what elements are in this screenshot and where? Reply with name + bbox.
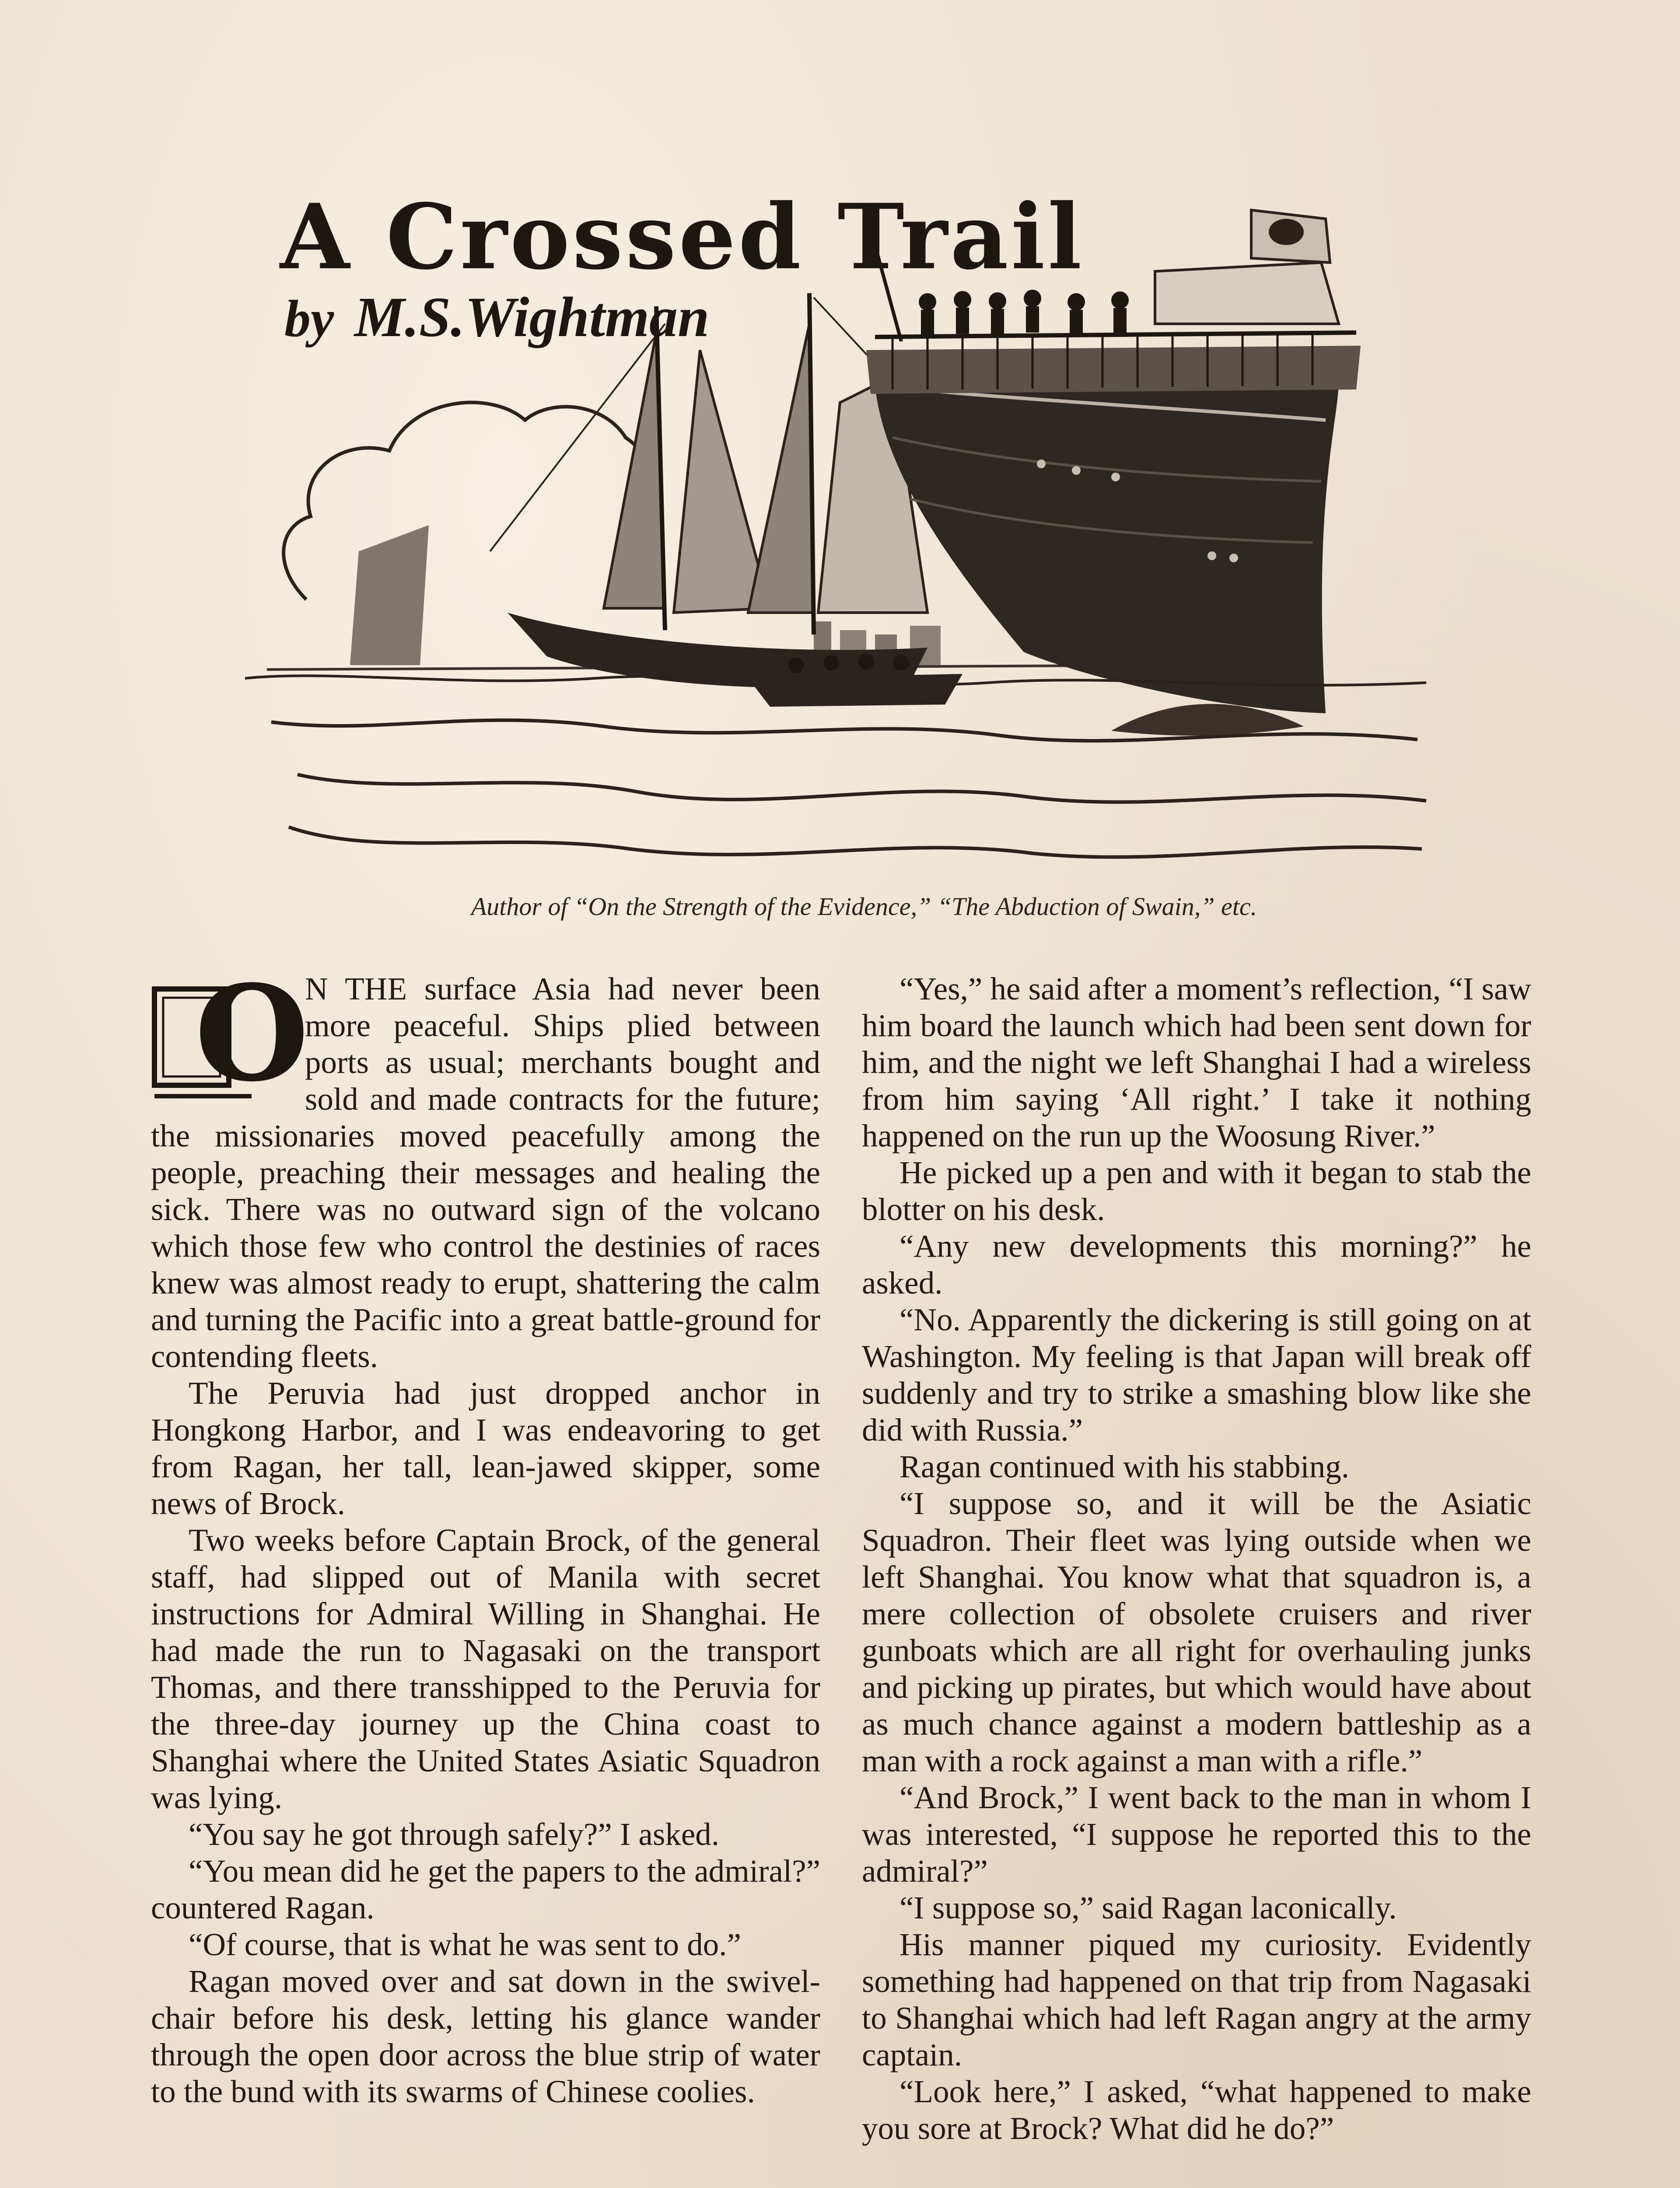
text-column-left — [151, 956, 820, 2110]
paragraph: “Any new developments this morning?” he asked. — [862, 1228, 1531, 1301]
paragraph: “And Brock,” I went back to the man in whom I was interested, “I suppose he reported this to the admiral?” — [862, 1780, 1531, 1889]
paragraph: “You say he got through safely?” I asked. — [189, 1816, 720, 1852]
paragraph: Ragan continued with his stabbing. — [900, 1449, 1349, 1484]
paragraph: “Look here,” I asked, “what happened to make you sore at Brock? What did he do?” — [862, 2074, 1531, 2146]
paragraph: He picked up a pen and with it began to stab the blotter on his desk. — [862, 1155, 1531, 1227]
paragraph: “Yes,” he said after a moment’s reflection, “I saw him board the launch which had been sent down for him, and the night we left Shanghai I had a wireless from him saying ‘All right.’ I take it nothing happened on the run up the Woosung River.” — [862, 971, 1531, 1154]
drop-cap-letter: O — [195, 956, 309, 1111]
paragraph: Ragan moved over and sat down in the swivel-chair before his desk, letting his glance wander through the open door across the blue strip of water to the bund with its swarms of Chinese coolies. — [151, 1964, 820, 2109]
paragraph: “No. Apparently the dickering is still going on at Washington. My feeling is that Japan will break off suddenly and try to strike a smashing blow like she did with Russia.” — [862, 1302, 1531, 1448]
byline-prefix: by — [284, 289, 334, 347]
paragraph: N THE surface Asia had never been more peaceful. Ships plied between ports as usual; merchants bought and sold and made contracts for the future; the missionaries moved peacefully among the people, preaching their messages and healing the sick. There was no outward sign of the volcano which those few who control the destinies of races knew was almost ready to erupt, shattering the calm and turning the Pacific into a great battle-ground for contending fleets. — [151, 971, 820, 1374]
author-name: M.S.Wightman — [354, 286, 710, 349]
article-title: A Crossed Trail — [280, 185, 1085, 290]
illustration-caption: Author of “On the Strength of the Evidence,” “The Abduction of Swain,” etc. — [471, 892, 1257, 921]
drop-cap — [151, 956, 309, 1111]
byline — [284, 286, 710, 349]
paragraph: His manner piqued my curiosity. Evidently something had happened on that trip from Nagasaki to Shanghai which had left Ragan angry at the army captain. — [862, 1927, 1531, 2072]
paragraph: “You mean did he get the papers to the admiral?” countered Ragan. — [151, 1853, 820, 1925]
paragraph: “I suppose so,” said Ragan laconically. — [900, 1890, 1397, 1925]
paragraph: Two weeks before Captain Brock, of the general staff, had slipped out of Manila with secret instructions for Admiral Willing in Shanghai. He had made the run to Nagasaki on the transport Thomas, and there transshipped to the Peruvia for the three-day journey up the China coast to Shanghai where the United States Asiatic Squadron was lying. — [151, 1522, 820, 1815]
paragraph: “I suppose so, and it will be the Asiatic Squadron. Their fleet was lying outside when we left Shanghai. You know what that squadron is, a mere collection of obsolete cruisers and river gunboats which are all right for overhauling junks and picking up pirates, but which would have about as much chance against a modern battleship as a man with a rock against a man with a rifle.” — [862, 1486, 1531, 1778]
paragraph: The Peruvia had just dropped anchor in Hongkong Harbor, and I was endeavoring to get from Ragan, her tall, lean-jawed skipper, some news of Brock. — [151, 1375, 820, 1521]
text-column-right — [862, 971, 1531, 2147]
paragraph: “Of course, that is what he was sent to do.” — [189, 1927, 741, 1962]
